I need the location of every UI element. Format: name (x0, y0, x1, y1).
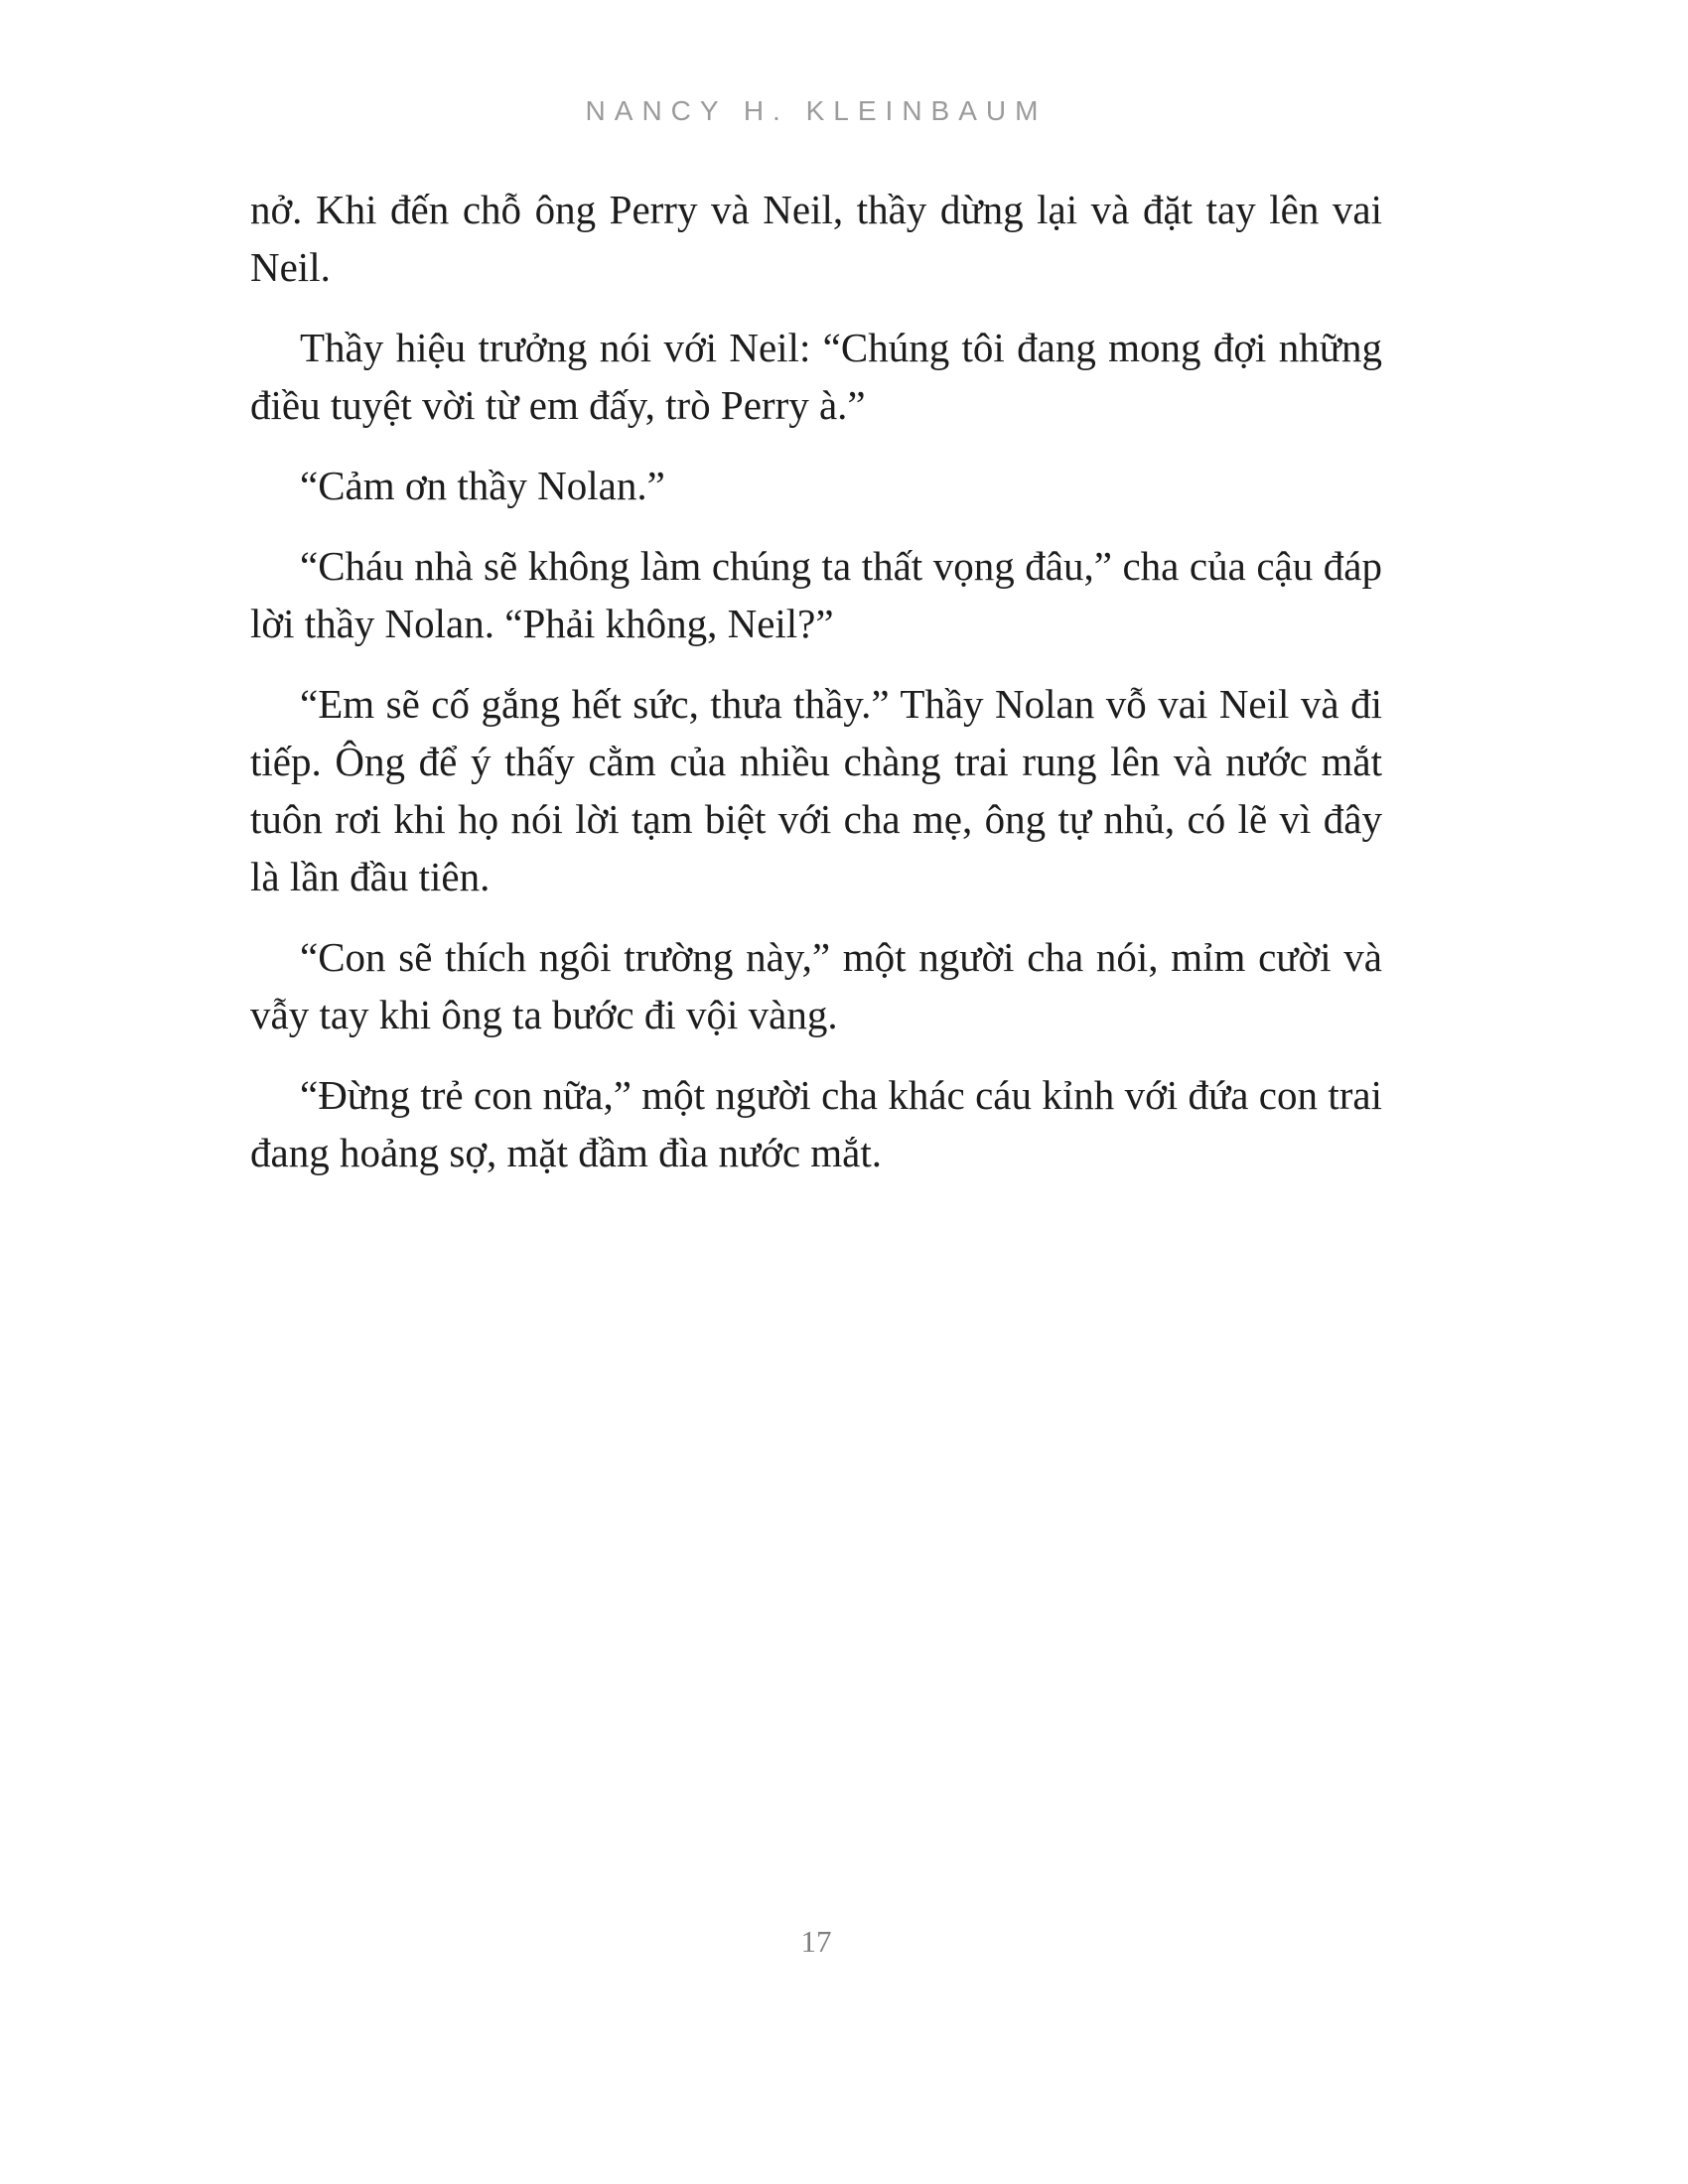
paragraph: “Em sẽ cố gắng hết sức, thưa thầy.” Thầy Nolan vỗ vai Neil và đi tiếp. Ông để ý thấy cằm của nhiều chàng trai rung lên và nước mắt tuôn rơi khi họ nói lời tạm biệt với cha mẹ, ông tự nhủ, có lẽ vì đây là lần đầu tiên. (250, 681, 1382, 899)
paragraph: Thầy hiệu trưởng nói với Neil: “Chúng tôi đang mong đợi những điều tuyệt vời từ em đấy, trò Perry à.” (250, 325, 1382, 428)
body-text-block (250, 181, 1382, 1204)
paragraph: “Cháu nhà sẽ không làm chúng ta thất vọng đâu,” cha của cậu đáp lời thầy Nolan. “Phải không, Neil?” (250, 543, 1382, 646)
paragraph: “Con sẽ thích ngôi trường này,” một người cha nói, mỉm cười và vẫy tay khi ông ta bước đi vội vàng. (250, 934, 1382, 1037)
paragraph: “Đừng trẻ con nữa,” một người cha khác cáu kỉnh với đứa con trai đang hoảng sợ, mặt đầm đìa nước mắt. (250, 1072, 1382, 1175)
paragraph: nở. Khi đến chỗ ông Perry và Neil, thầy dừng lại và đặt tay lên vai Neil. (250, 187, 1382, 290)
running-header-author: NANCY H. KLEINBAUM (585, 95, 1048, 126)
paragraph: “Cảm ơn thầy Nolan.” (300, 463, 665, 508)
page-number: 17 (800, 1924, 832, 1959)
